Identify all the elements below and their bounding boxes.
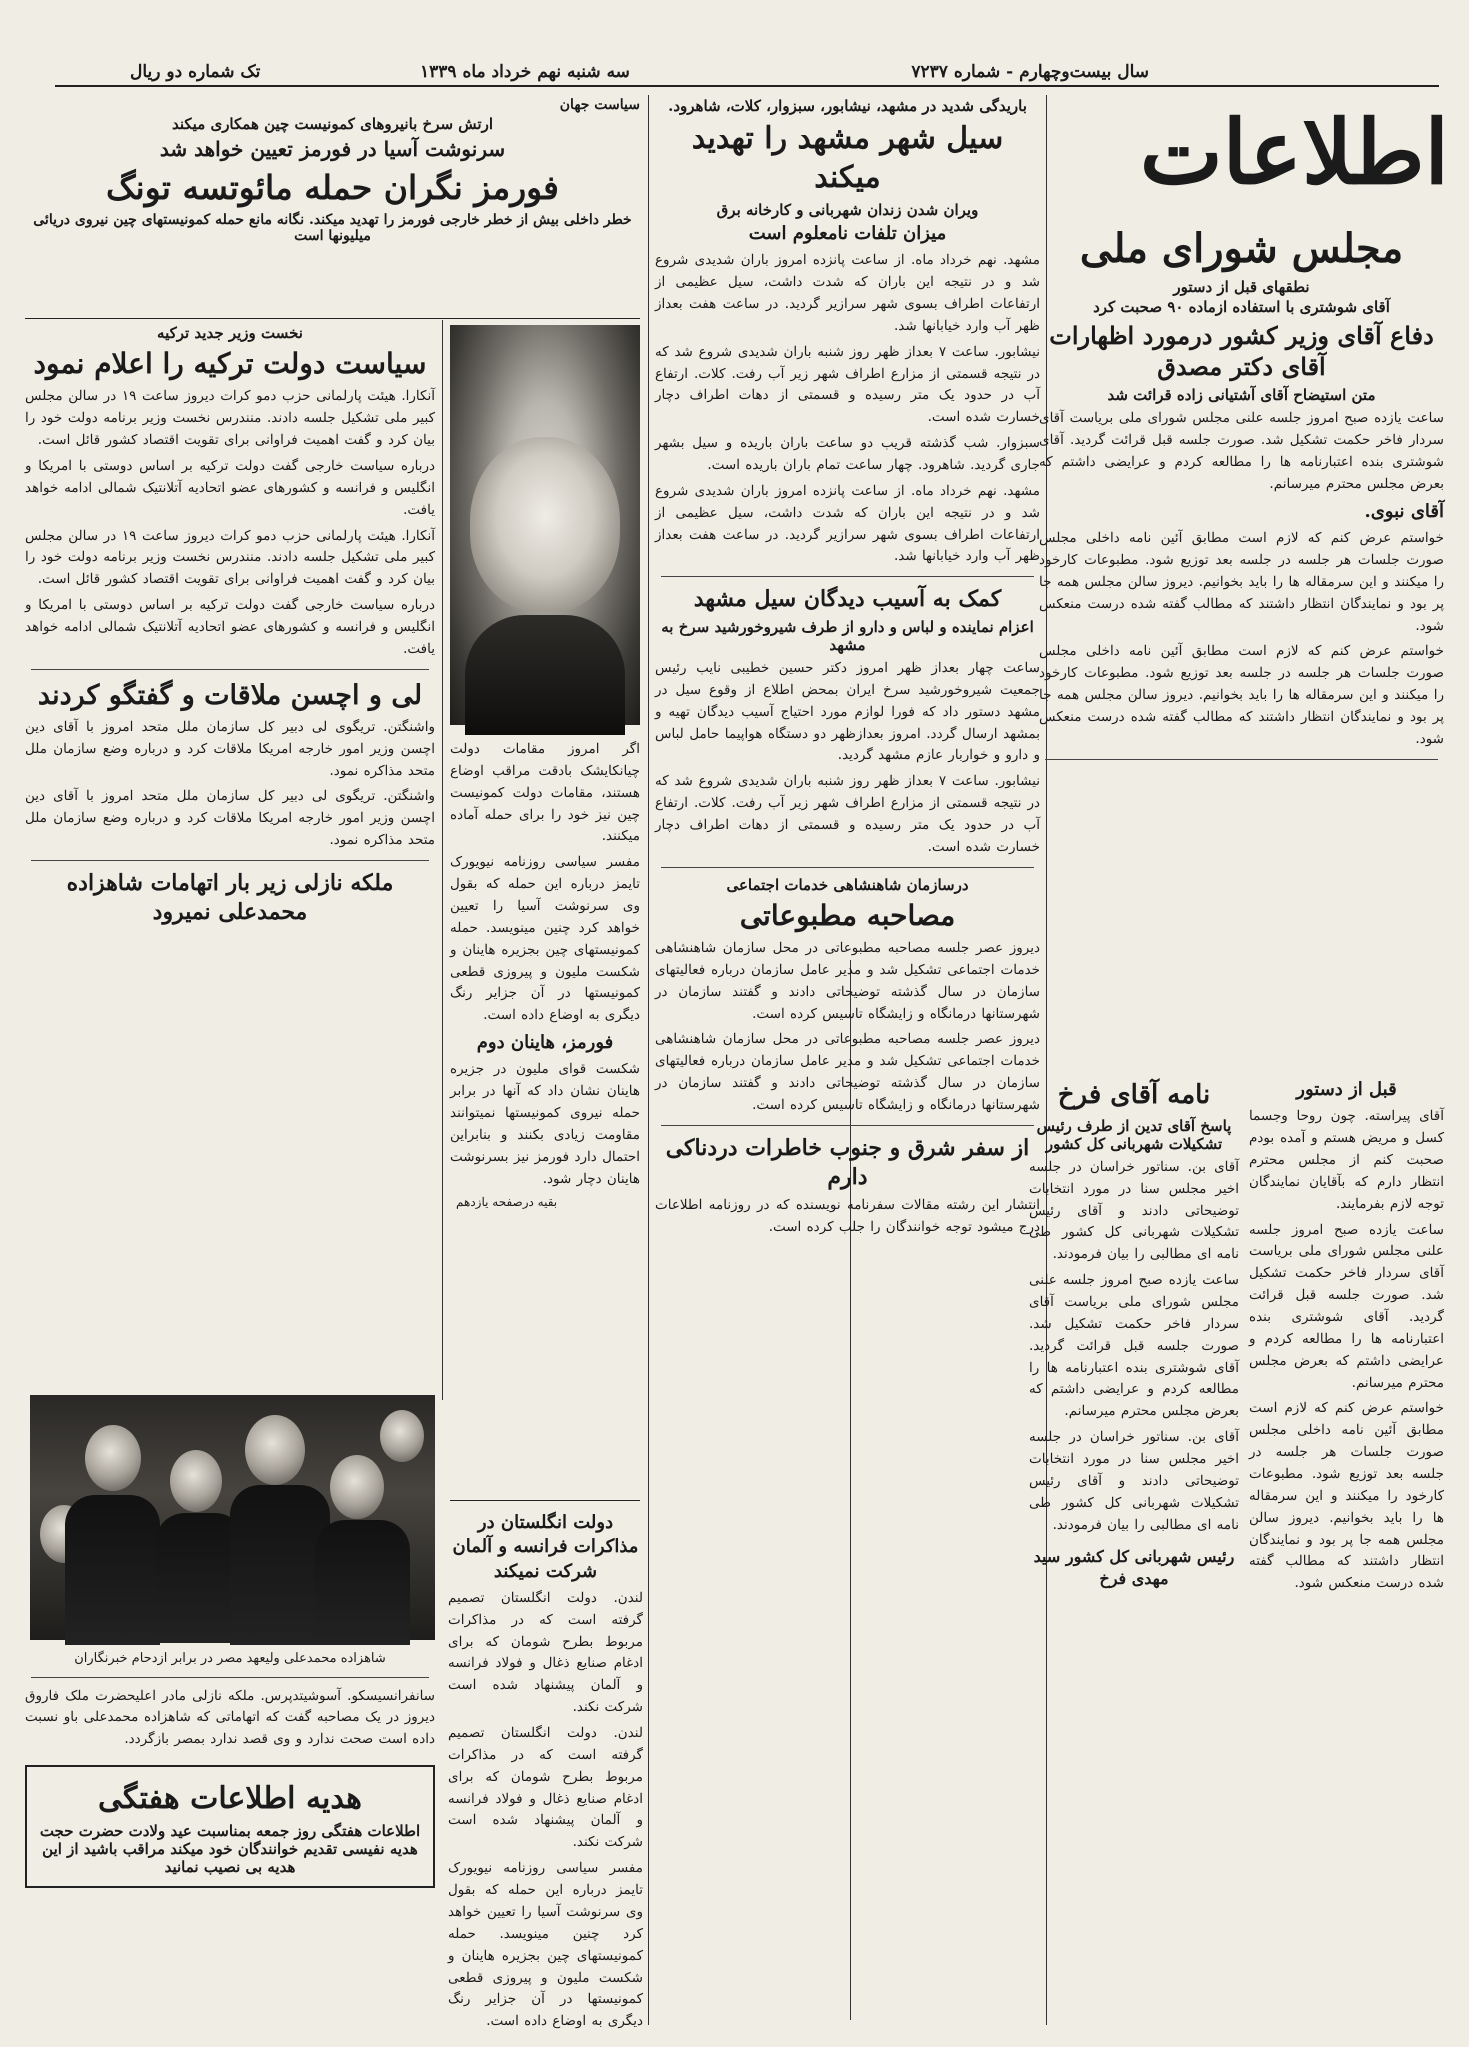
formosa-body: مفسر سیاسی روزنامه نیویورک تایمز درباره این حمله که بقول وی سرنوشت آسیا را تعیین خواهد کرد چنین مینویسد. حمله کمونیستهای چین بجزیره هاینان و شکست ملیون و پیروزی قطعی کمونیستها در آن جزایر رنگ دیگری به اوضاع داده است. [450, 854, 640, 1024]
flood-help-headline: کمک به آسیب دیدگان سیل مشهد [693, 586, 1002, 613]
divider [450, 1500, 640, 1501]
nazli-body: سانفرانسیسکو. آسوشیتدپرس. ملکه نازلی مادر اعلیحضرت ملک فاروق دیروز در یک مصاحبه گفت که اتهاماتی که شاهزاده محمدعلی باو نسبت داده است صحت ندارد و وی قصد ندارد بمصر بازگردد. [25, 1687, 435, 1748]
divider [661, 576, 1034, 577]
east-travel-headline: از سفر شرق و جنوب خاطرات دردناکی دارم [665, 1134, 1030, 1190]
farrokh-letter-body: ساعت یازده صبح امروز جلسه علنی مجلس شورای ملی بریاست آقای سردار فاخر حکمت تشکیل شد. صورت جلسه قبل قرائت گردید. آقای شوشتری بنده اعتبارنامه ها را مطالعه کردم و عرایضی داشتم که بعرض مجلس محترم میرسانم. [1029, 1272, 1239, 1420]
uk-body: لندن. دولت انگلستان تصمیم گرفته است که در مذاکرات مربوط بطرح شومان که برای ادغام صنایع ذغال و فولاد فرانسه و آلمان پیشنهاد شده است شرکت نکند. [448, 1589, 643, 1716]
farrokh-letter-title: نامه آقای فرخ [1057, 1080, 1211, 1110]
majlis-body: ساعت یازده صبح امروز جلسه علنی مجلس شورای ملی بریاست آقای سردار فاخر حکمت تشکیل شد. صورت جلسه قبل قرائت گردید. آقای شوشتری بنده اعتبارنامه ها را مطالعه کردم و عرایضی داشتم که بعرض مجلس محترم میرسانم. [1249, 1221, 1444, 1391]
turkey-body: آنکارا. هیئت پارلمانی حزب دمو کرات دیروز ساعت ۱۹ در سالن مجلس کبیر ملی تشکیل جلسه دادند. منندرس نخست وزیر برنامه دولت خود را بیان کرد و گفت اهمیت فراوانی برای تقویت اقتصاد کشور قائل است. [25, 388, 435, 449]
uk-body: مفسر سیاسی روزنامه نیویورک تایمز درباره این حمله که بقول وی سرنوشت آسیا را تعیین خواهد کرد چنین مینویسد. حمله کمونیستهای چین بجزیره هاینان و شکست ملیون و پیروزی قطعی کمونیستها در آن جزایر رنگ دیگری به اوضاع داده است. [448, 1860, 643, 2030]
lie-acheson-headline: لی و اچسن ملاقات و گفتگو کردند [37, 679, 423, 711]
nazli-headline: ملکه نازلی زیر بار اتهامات شاهزاده محمدعلی نمیرود [66, 869, 394, 925]
majlis-kicker: نطقهای قبل از دستور [1173, 278, 1310, 296]
flood-subhead: ویران شدن زندان شهربانی و کارخانه برق [716, 201, 979, 219]
weekly-gift-box [25, 1765, 435, 1888]
majlis-subhead-2: متن استیضاح آقای آشتیانی زاده قرائت شد [1107, 386, 1376, 405]
farrokh-letter-body: آقای بن. سناتور خراسان در جلسه اخیر مجلس سنا در مورد انتخابات توضیحاتی دادند و آقای رئیس تشکیلات شهربانی کل کشور طی نامه ای مطالبی را بیان فرمودند. [1029, 1158, 1239, 1263]
world-kicker-2: سرنوشت آسیا در فورمز تعیین خواهد شد [159, 137, 506, 161]
majlis-lower-column [1249, 1075, 1444, 2005]
world-headline: فورمز نگران حمله مائوتسه تونگ [106, 168, 559, 207]
portrait-face [470, 437, 620, 612]
majlis-body: آقای پیراسته. چون روحا وجسما کسل و مریض هستم و آمده بودم صحبت کنم از مجلس محترم انتظار دارم که بآقایان نمایندگان توجه لازم بفرمایند. [1249, 1108, 1444, 1212]
hainan-body: شکست قوای ملیون در جزیره هاینان نشان داد که آنها در برابر حمله نیروی کمونیستها نمیتوانند مقاومت زیادی بکنند و بنابراین احتمال دارد فورمز نیز بسرنوشت هاینان دچار شود. [450, 1061, 640, 1187]
divider [661, 1125, 1034, 1126]
majlis-headline: دفاع آقای وزیر کشور درمورد اظهارات آقای دکتر مصدق [1049, 321, 1434, 382]
nazli-column [25, 1645, 435, 2015]
east-travel-body: انتشار این رشته مقالات سفرنامه نویسنده که در روزنامه اطلاعات درج میشود توجه خوانندگان را جلب کرده است. [655, 1197, 1040, 1235]
divider [25, 318, 640, 319]
issue-number: سال بیست‌وچهارم - شماره ۷۲۳۷ [911, 62, 1149, 82]
issue-date: سه شنبه نهم خرداد ماه ۱۳۳۹ [420, 62, 630, 82]
world-politics-header [25, 95, 640, 315]
world-subhead: خطر داخلی بیش از خطر خارجی فورمز را تهدید میکند. نگانه مانع حمله کمونیستهای چین نیروی دریائی میلیونها است [33, 212, 632, 245]
flood-body: سبزوار. شب گذشته قریب دو ساعت باران باریده و سیل بشهر جاری گردید. شاهرود. چهار ساعت تمام باران باریده است. [655, 435, 1040, 474]
divider [1045, 759, 1438, 760]
lie-acheson-body: واشنگتن. تریگوی لی دبیر کل سازمان ملل متحد امروز با آقای دین اچسن وزیر امور خارجه امریکا ملاقات کرد و درباره وضع سازمان ملل متحد مذاکره نمود. [25, 718, 435, 779]
uk-headline: دولت انگلستان در مذاکرات فرانسه و آلمان شرکت نمیکند [452, 1512, 639, 1582]
weekly-gift-body: اطلاعات هفتگی روز جمعه بمناسبت عید ولادت حضرت حجت هدیه نفیسی تقدیم خوانندگان خود میکند مراقب باشید از این هدیه بی نصیب نمانید [39, 1822, 421, 1877]
formosa-body: اگر امروز مقامات دولت چیانکایشک بادقت مراقب اوضاع هستند، مقامات دولت کمونیست چین نیز خود را برای حمله آماده میکنند. [450, 741, 640, 845]
header-rule [55, 85, 1439, 87]
divider [31, 669, 429, 670]
flood-column [655, 95, 1040, 2015]
majlis-subhead: آقای شوشتری با استفاده ازماده ۹۰ صحبت کرد [1093, 298, 1390, 316]
flood-help-body: ساعت چهار بعداز ظهر امروز دکتر حسین خطیبی نایب رئیس جمعیت شیروخورشید سرخ ایران بمحض اطلاع از وقوع سیل در مشهد دستور داد که فورا لوازم مورد احتیاج آسیب دیدگان تهیه و بمشهد ارسال گردد. امروز بعدازظهر دو دستگاه هواپیما حامل لباس و دارو و خواربار عازم مشهد گردید. [655, 659, 1040, 764]
world-kicker: ارتش سرخ بانیروهای کمونیست چین همکاری میکند [171, 115, 493, 133]
turkey-headline: سیاست دولت ترکیه را اعلام نمود [33, 347, 427, 380]
mao-photo [450, 325, 640, 725]
divider [31, 1677, 429, 1678]
farrokh-letter-body: آقای بن. سناتور خراسان در جلسه اخیر مجلس سنا در مورد انتخابات توضیحاتی دادند و آقای رئیس تشکیلات شهربانی کل کشور طی نامه ای مطالبی را بیان فرمودند. [1029, 1429, 1239, 1533]
masthead-logo: اطلاعات [1139, 100, 1449, 204]
issue-price: تک شماره دو ریال [130, 62, 261, 82]
divider [661, 867, 1034, 868]
formosa-column [450, 735, 640, 1535]
continued-note: بقیه درصفحه یازدهم [456, 1194, 558, 1209]
farrokh-letter-subhead: پاسخ آقای تدین از طرف رئیس تشکیلات شهربانی کل کشور [1036, 1116, 1232, 1153]
farrokh-signature: رئیس شهربانی کل کشور سید مهدی فرخ [1033, 1547, 1235, 1588]
social-kicker: درسازمان شاهنشاهی خدمات اجتماعی [726, 875, 969, 894]
flood-headline: سیل شهر مشهد را تهدید میکند [691, 121, 1004, 195]
majlis-body: ساعت یازده صبح امروز جلسه علنی مجلس شورای ملی بریاست آقای سردار فاخر حکمت تشکیل شد. صورت جلسه قبل قرائت گردید. آقای شوشتری بنده اعتبارنامه ها را مطالعه کردم و عرایضی داشتم که بعرض مجلس محترم میرسانم. [1039, 410, 1444, 492]
weekly-gift-headline: هدیه اطلاعات هفتگی [98, 1781, 362, 1817]
flood-body: مشهد. نهم خرداد ماه. از ساعت پانزده امروز باران شدیدی شروع شد و در نتیجه این باران که شدت داشت، سیل عظیمی از ارتفاعات اطراف بسوی شهر سرازیر گردید. در ساعت هفت بعداز ظهر آب وارد خیابانها شد. [655, 482, 1040, 565]
flood-help-body: نیشابور. ساعت ۷ بعداز ظهر روز شنبه باران شدیدی شروع شد که در نتیجه قسمتی از مزارع اطراف شهر زیر آب رفت. کلات. ارتفاع آب در حدود یک متر رسیده و قسمتی از دهات اطراف دچار خسارت شده است. [655, 773, 1040, 855]
turkey-body: درباره سیاست خارجی گفت دولت ترکیه بر اساس دوستی با امریکا و انگلیس و فرانسه و کشورهای عضو اتحادیه آتلانتیک شمالی ادامه خواهد یافت. [25, 457, 435, 518]
uk-column [448, 1508, 643, 2030]
farrokh-letter-column [1029, 1075, 1239, 2005]
world-section-label: سیاست جهان [559, 97, 640, 113]
majlis-title: مجلس شورای ملی [1079, 225, 1404, 272]
uk-body: لندن. دولت انگلستان تصمیم گرفته است که در مذاکرات مربوط بطرح شومان که برای ادغام صنایع ذغال و فولاد فرانسه و آلمان پیشنهاد شده است شرکت نکند. [448, 1725, 643, 1851]
before-agenda-heading: قبل از دستور [1296, 1079, 1397, 1100]
turkey-body: درباره سیاست خارجی گفت دولت ترکیه بر اساس دوستی با امریکا و انگلیس و فرانسه و کشورهای عضو اتحادیه آتلانتیک شمالی ادامه خواهد یافت. [25, 597, 435, 657]
column-rule [442, 320, 443, 1400]
lie-acheson-body: واشنگتن. تریگوی لی دبیر کل سازمان ملل متحد امروز با آقای دین اچسن وزیر امور خارجه امریکا ملاقات کرد و درباره وضع سازمان ملل متحد مذاکره نمود. [25, 788, 435, 849]
majlis-body: خواستم عرض کنم که لازم است مطابق آئین نامه داخلی مجلس صورت جلسات هر جلسه در جلسه بعد توزیع شود. مطبوعات کارخود را میکنند و این سرمقاله ها را باید بخوانیم. دیروز سالن مجلس همه جا پر بود و نمایندگان انتظار داشتند که مطالب گفته شده درست منعکس شود. [1039, 643, 1444, 747]
turkey-kicker: نخست وزیر جدید ترکیه [157, 324, 303, 342]
column-rule [648, 95, 649, 2025]
turkey-column [25, 322, 435, 1382]
majlis-body: خواستم عرض کنم که لازم است مطابق آئین نامه داخلی مجلس صورت جلسات هر جلسه در جلسه بعد توزیع شود. مطبوعات کارخود را میکنند و این سرمقاله ها را باید بخوانیم. دیروز سالن مجلس همه جا پر بود و نمایندگان انتظار داشتند که مطالب گفته شده درست منعکس شود. [1249, 1400, 1444, 1592]
social-body: دیروز عصر جلسه مصاحبه مطبوعاتی در محل سازمان شاهنشاهی خدمات اجتماعی تشکیل شد و مدیر عامل سازمان درباره فعالیتهای سازمان در سال گذشته توضیحاتی دادند و گفتند سازمان در شهرستانها درمانگاه و زایشگاه تاسیس کرده است. [655, 940, 1040, 1022]
flood-subhead-2: میزان تلفات نامعلوم است [748, 223, 947, 244]
flood-kicker: باریدگی شدید در مشهد، نیشابور، سبزوار، کلات، شاهرود. [668, 97, 1027, 115]
majlis-body: خواستم عرض کنم که لازم است مطابق آئین نامه داخلی مجلس صورت جلسات هر جلسه در جلسه بعد توزیع شود. مطبوعات کارخود را میکنند و این سرمقاله ها را باید بخوانیم. دیروز سالن مجلس همه جا پر بود و نمایندگان انتظار داشتند که مطالب گفته شده درست منعکس شود. [1039, 530, 1444, 634]
flood-body: مشهد. نهم خرداد ماه. از ساعت پانزده امروز باران شدیدی شروع شد و در نتیجه این باران که شدت داشت، سیل عظیمی از ارتفاعات اطراف بسوی شهر سرازیر گردید. در ساعت هفت بعداز ظهر آب وارد خیابانها شد. [655, 252, 1040, 334]
flood-help-subhead: اعزام نماینده و لباس و دارو از طرف شیروخورشید سرخ به مشهد [661, 617, 1034, 654]
crowd-photo [30, 1395, 435, 1640]
divider [31, 860, 429, 861]
portrait-coat [465, 615, 625, 735]
flood-body: نیشابور. ساعت ۷ بعداز ظهر روز شنبه باران شدیدی شروع شد که در نتیجه قسمتی از مزارع اطراف شهر زیر آب رفت. کلات. ارتفاع آب در حدود یک متر رسیده و قسمتی از دهات اطراف دچار خسارت شده است. [655, 343, 1040, 426]
social-body: دیروز عصر جلسه مصاحبه مطبوعاتی در محل سازمان شاهنشاهی خدمات اجتماعی تشکیل شد و مدیر عامل سازمان درباره فعالیتهای سازمان در سال گذشته توضیحاتی دادند و گفتند سازمان در شهرستانها درمانگاه و زایشگاه تاسیس کرده است. [655, 1031, 1040, 1114]
crowd-photo-caption: شاهزاده محمدعلی ولیعهد مصر در برابر ازدحام خبرنگاران [74, 1651, 386, 1666]
social-headline: مصاحبه مطبوعاتی [739, 898, 956, 932]
turkey-body: آنکارا. هیئت پارلمانی حزب دمو کرات دیروز ساعت ۱۹ در سالن مجلس کبیر ملی تشکیل جلسه دادند. منندرس نخست وزیر برنامه دولت خود را بیان کرد و گفت اهمیت فراوانی برای تقویت اقتصاد کشور قائل است. [25, 527, 435, 588]
hainan-headline: فورمز، هاینان دوم [476, 1032, 614, 1054]
majlis-speaker-label: آقای نبوی. [1364, 500, 1444, 522]
